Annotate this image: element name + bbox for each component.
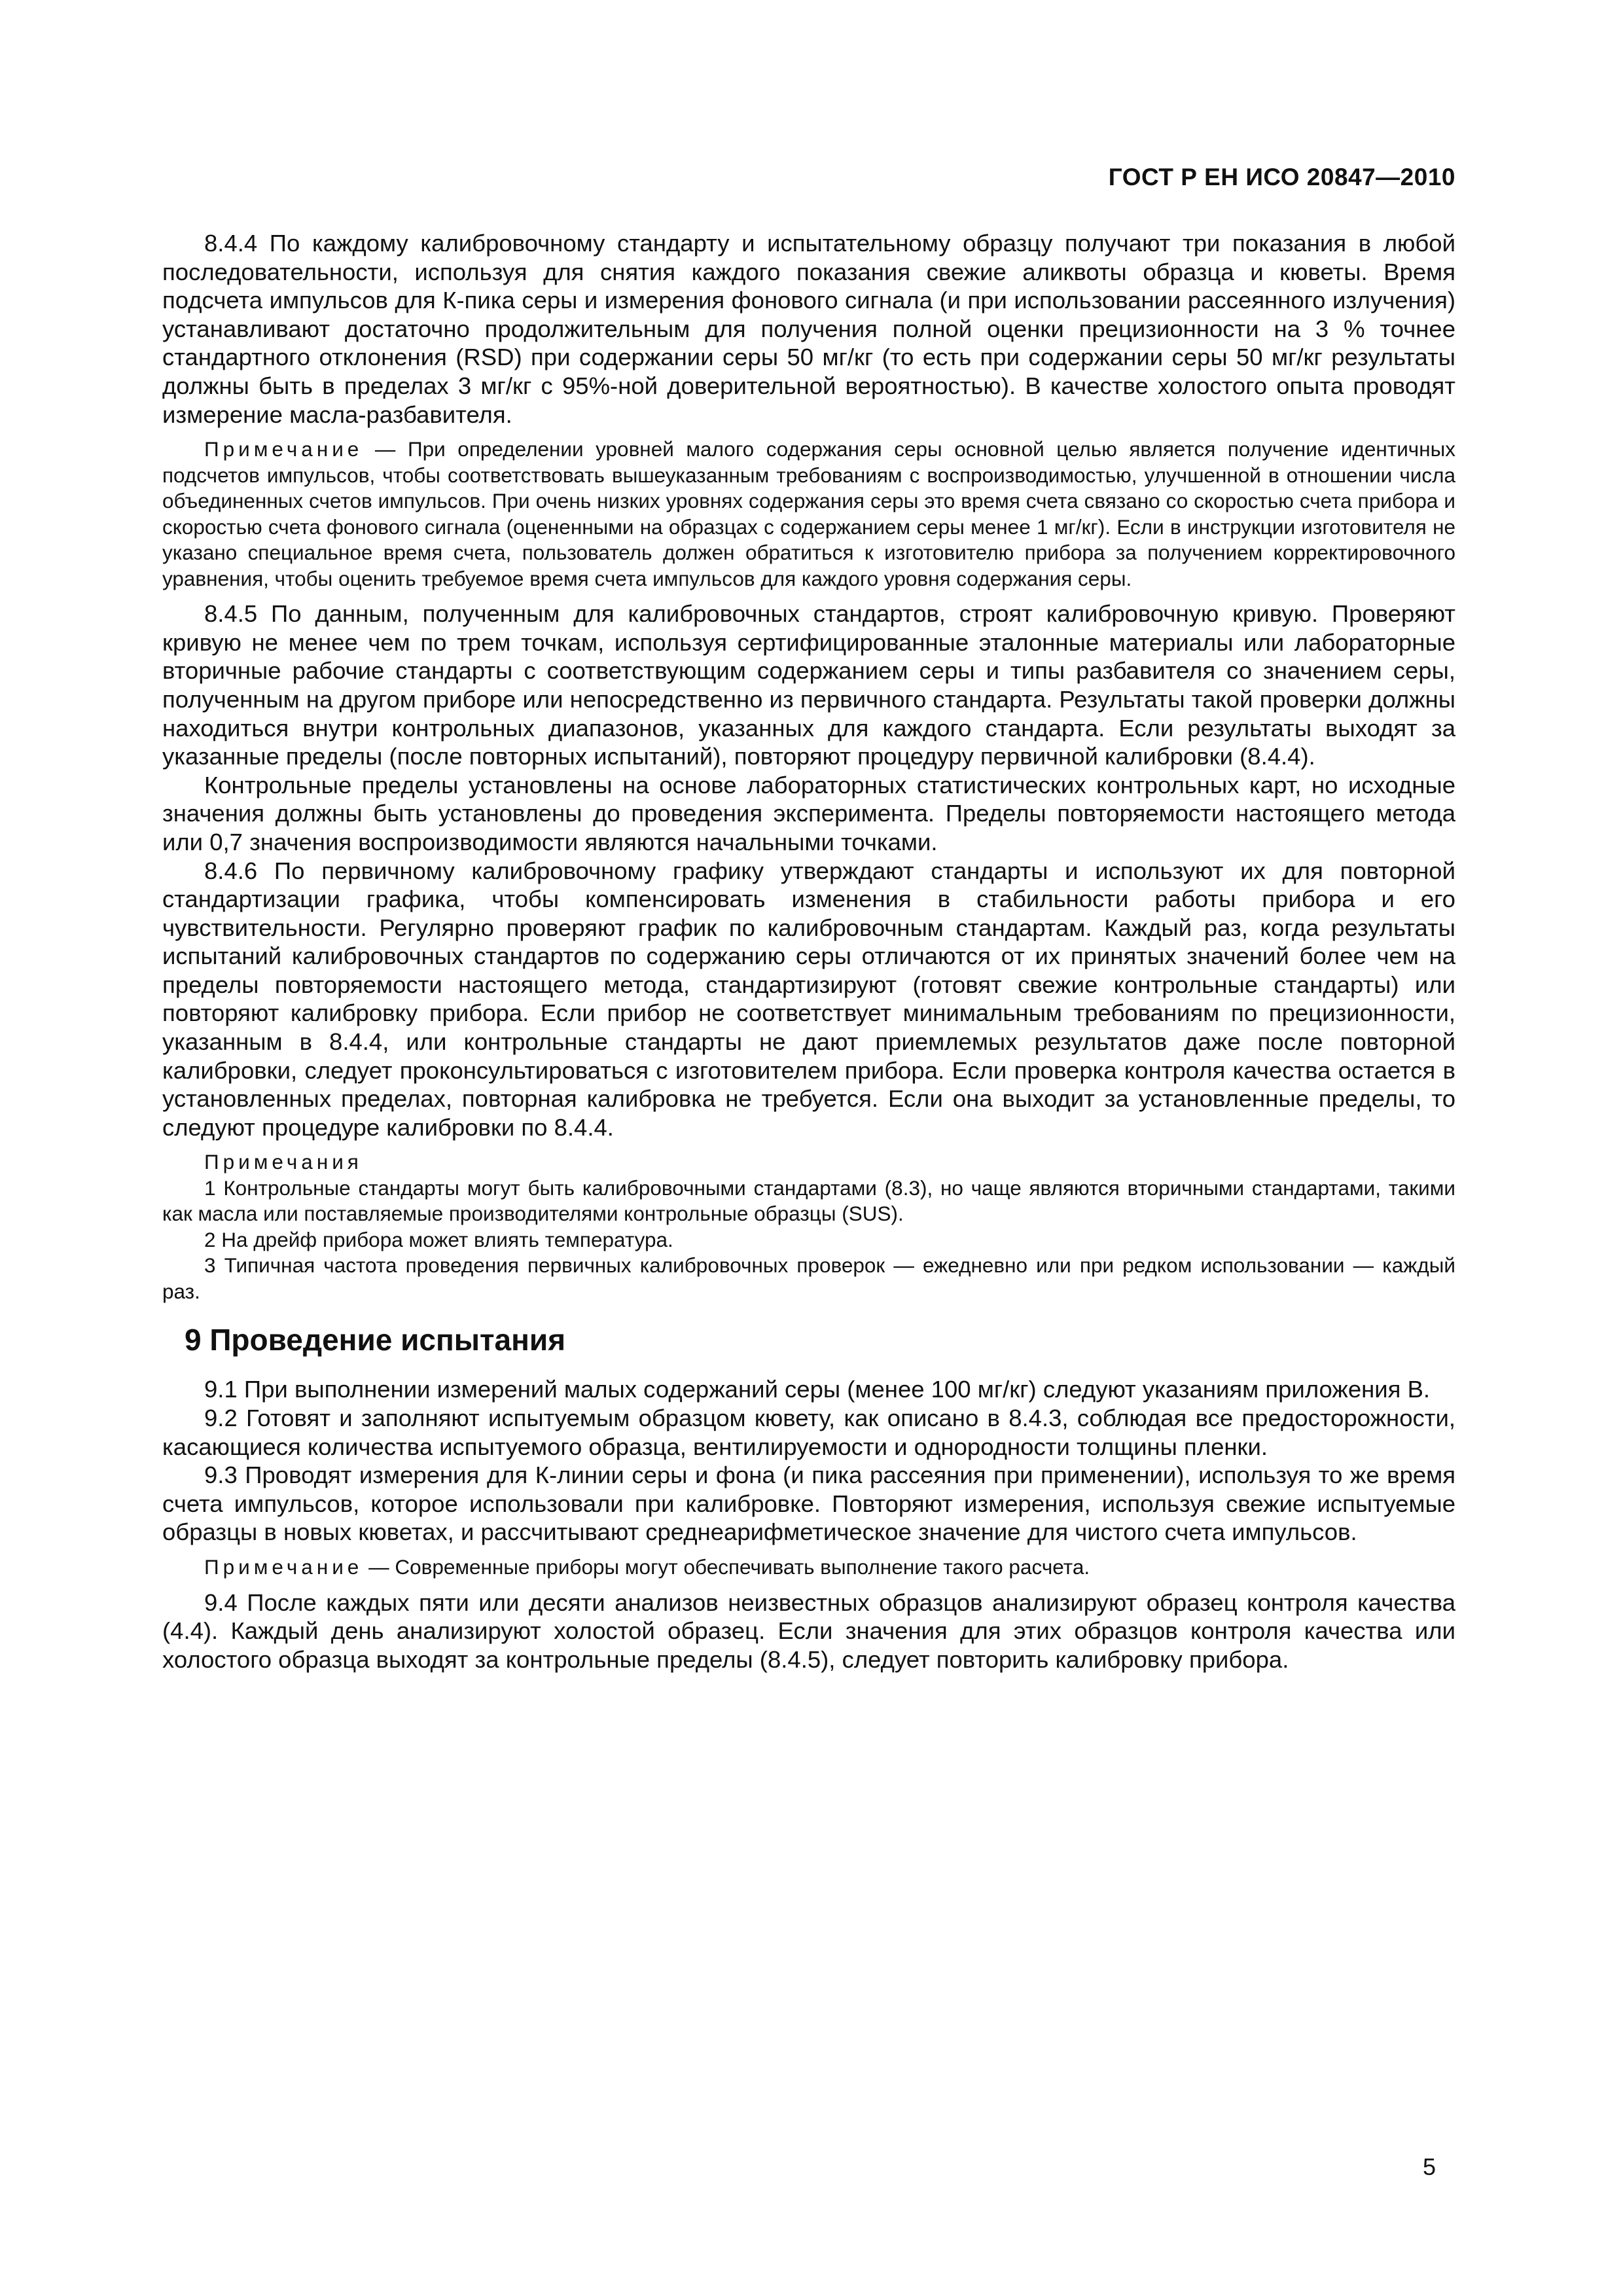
paragraph-8-4-5: 8.4.5 По данным, полученным для калибровочных стандартов, строят калибровочную кривую. Проверяют кривую не менее чем по трем точкам, используя сертифицированные эталонные материалы или лабораторные вторичные рабочие стандарты с соответствующим содержанием серы и типы разбавителя со значением серы, полученным на другом приборе или непосредственно из первичного стандарта. Результаты такой проверки должны находиться внутри контрольных диапазонов, указанных для каждого стандарта. Если результаты выходят за указанные пределы (после повторных испытаний), повторяют процедуру первичной калибровки (8.4.4). [162,600,1455,770]
note-label: Примечание [204,1555,363,1579]
standard-header: ГОСТ Р ЕН ИСО 20847—2010 [1108,164,1455,190]
paragraph-9-3: 9.3 Проводят измерения для К-линии серы и фона (и пика рассеяния при применении), используя то же время счета импульсов, которое использовали при калибровке. Повторяют измерения, используя свежие испытуемые образцы в новых кюветах, и рассчитывают среднеарифметическое значение для чистого счета импульсов. [162,1462,1455,1546]
paragraph-control-limits: Контрольные пределы установлены на основе лабораторных статистических контрольных карт, но исходные значения должны быть установлены до проведения эксперимента. Пределы повторяемости настоящего метода или 0,7 значения воспроизводимости являются начальными точками. [162,771,1455,855]
paragraph-9-1: 9.1 При выполнении измерений малых содержаний серы (менее 100 мг/кг) следуют указаниям приложения В. [204,1376,1431,1403]
paragraph-8-4-4: 8.4.4 По каждому калибровочному стандарту и испытательному образцу получают три показания в любой последовательности, используя для снятия каждого показания свежие аликвоты образца и кюветы. Время подсчета импульсов для К-пика серы и измерения фонового сигнала (и при использовании рассеянного излучения) устанавливают достаточно продолжительным для получения полной оценки прецизионности на 3 % точнее стандартного отклонения (RSD) при содержании серы 50 мг/кг (то есть при содержании серы 50 мг/кг результаты должны быть в пределах 3 мг/кг с 95%-ной доверительной вероятностью). В качестве холостого опыта проводят измерение масла-разбавителя. [162,230,1455,428]
note-item-2: 2 На дрейф прибора может влиять температура. [204,1227,673,1251]
paragraph-9-2: 9.2 Готовят и заполняют испытуемым образцом кювету, как описано в 8.4.3, соблюдая все предосторожности, касающиеся количества испытуемого образца, вентилируемости и однородности толщины пленки. [162,1405,1455,1460]
note-9-3 [162,1554,1455,1581]
page-content [162,229,1455,1674]
note-item-1: 1 Контрольные стандарты могут быть калибровочными стандартами (8.3), но чаще являются вторичными стандартами, такими как масла или поставляемые производителями контрольные образцы (SUS). [162,1175,1455,1226]
notes-label: Примечания [204,1150,363,1174]
note-8-4-4 [162,437,1455,592]
page-number: 5 [1422,2153,1436,2180]
note-item-3: 3 Типичная частота проведения первичных калибровочных проверок — ежедневно или при редком использовании — каждый раз. [162,1253,1455,1303]
paragraph-8-4-6: 8.4.6 По первичному калибровочному графику утверждают стандарты и используют их для повторной стандартизации графика, чтобы компенсировать изменения в стабильности работы прибора и его чувствительности. Регулярно проверяют график по калибровочным стандартам. Каждый раз, когда результаты испытаний калибровочных стандартов по содержанию серы отличаются от их принятых значений более чем на пределы повторяемости настоящего метода, стандартизируют (готовят свежие контрольные стандарты) или повторяют калибровку прибора. Если прибор не соответствует минимальным требованиям по прецизионности, указанным в 8.4.4, или контрольные стандарты не дают приемлемых результатов даже после повторной калибровки, следует проконсультироваться с изготовителем прибора. Если проверка контроля качества остается в установленных пределах, повторная калибровка не требуется. Если она выходит за установленные пределы, то следуют процедуре калибровки по 8.4.4. [162,857,1455,1141]
note-text: — Современные приборы могут обеспечивать выполнение такого расчета. [363,1555,1090,1579]
section-heading-9: 9 Проведение испытания [185,1323,566,1357]
note-text: — При определении уровней малого содержания серы основной целью является получение идентичных подсчетов импульсов, чтобы соответствовать вышеуказанным требованиям с воспроизводимостью, улучшенной в отношении числа объединенных счетов импульсов. При очень низких уровнях содержания серы это время счета связано со скоростью счета прибора и скоростью счета фонового сигнала (оцененными на образцах с содержанием серы менее 1 мг/кг). Если в инструкции изготовителя не указано специальное время счета, пользователь должен обратиться к изготовителю прибора за получением корректировочного уравнения, чтобы оценить требуемое время счета импульсов для каждого уровня содержания серы. [162,437,1455,590]
note-label: Примечание [204,437,363,461]
document-page [162,0,1455,2296]
paragraph-9-4: 9.4 После каждых пяти или десяти анализов неизвестных образцов анализируют образец контроля качества (4.4). Каждый день анализируют холостой образец. Если значения для этих образцов контроля качества или холостого образца выходят за контрольные пределы (8.4.5), следует повторить калибровку прибора. [162,1588,1455,1673]
